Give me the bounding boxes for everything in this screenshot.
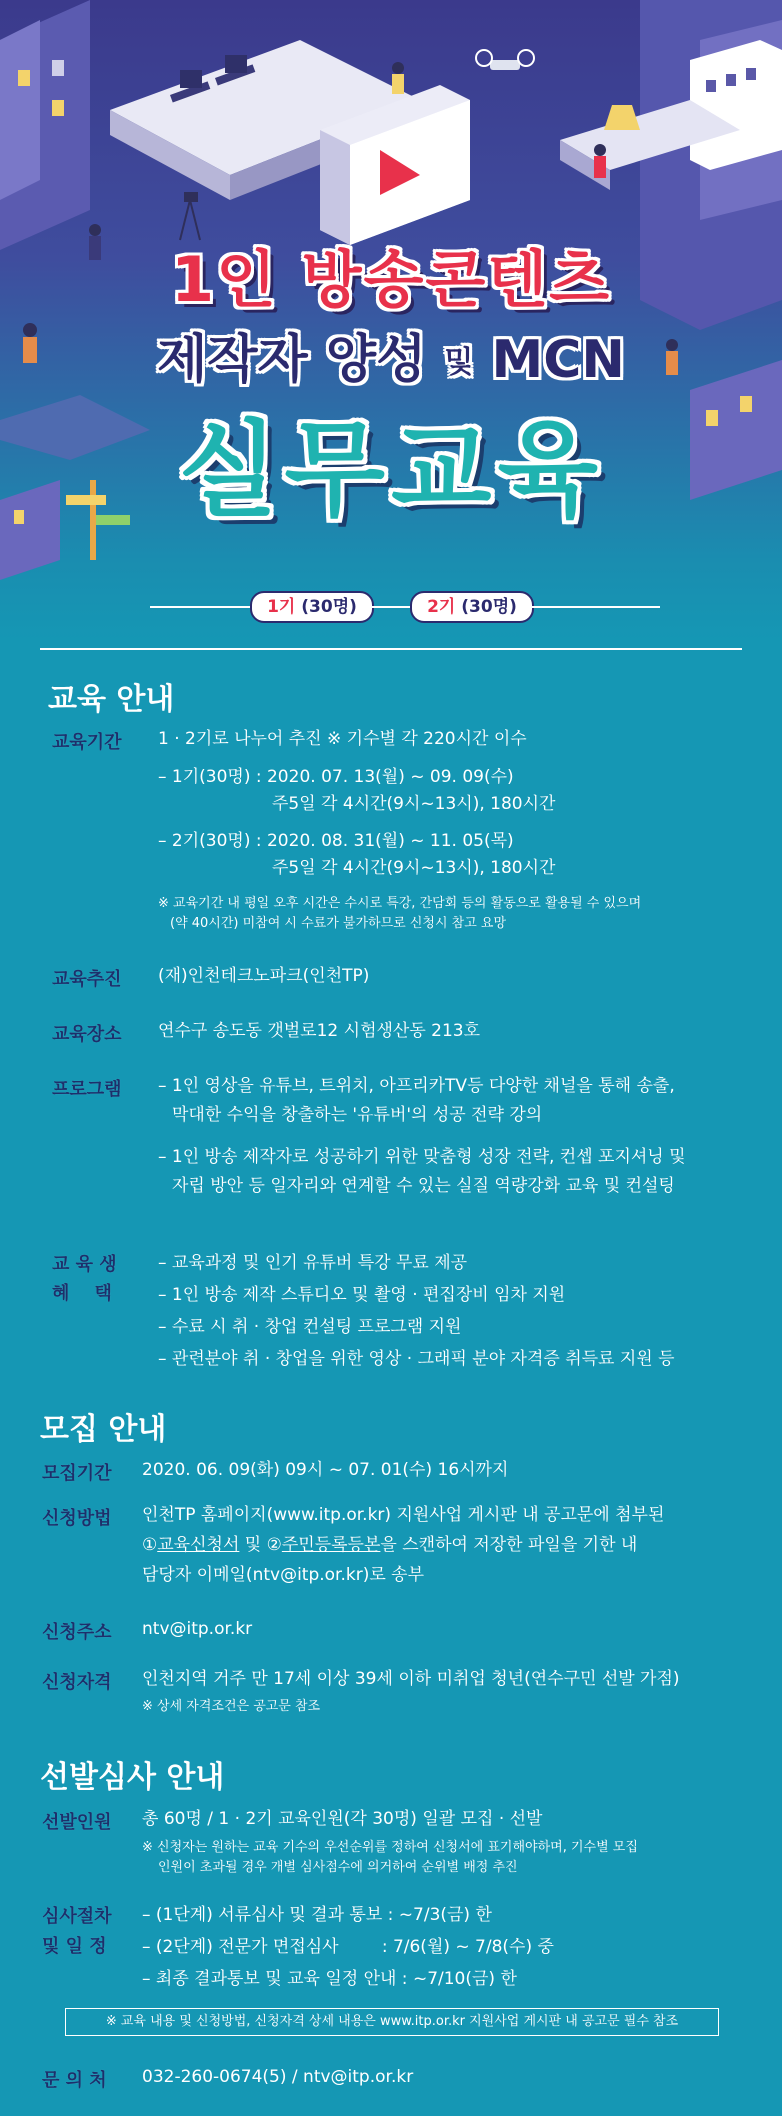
recruit-method-2c: 및 ② [239, 1535, 282, 1555]
hero-illustration [0, 0, 782, 600]
recruit-addr-label: 신청주소 [42, 1622, 112, 1643]
title-line-2-c: MCN [491, 330, 625, 390]
edu-section-title: 교육 안내 [48, 682, 175, 717]
edu-period-line: 1 · 2기로 나누어 추진 ※ 기수별 각 220시간 이수 [158, 729, 527, 749]
edu-period-note1: ※ 교육기간 내 평일 오후 시간은 수시로 특강, 간담회 등의 활동으로 활용될 수 있으며 [158, 896, 642, 911]
recruit-method-2 [142, 1533, 637, 1558]
cohort-divider-right [530, 606, 660, 608]
recruit-addr-value[interactable]: ntv@itp.or.kr [142, 1619, 253, 1639]
edu-program-1b: 막대한 수익을 창출하는 '유튜버'의 성공 전략 강의 [172, 1105, 543, 1125]
cohort-2-pill [410, 591, 534, 623]
select-count-label: 선발인원 [42, 1812, 112, 1833]
edu-benefit-label-2: 혜 택 [52, 1283, 112, 1304]
edu-program-1a: – 1인 영상을 유튜브, 트위치, 아프리카TV등 다양한 채널을 통해 송출, [158, 1076, 675, 1096]
edu-cohort2-line2: 주5일 각 4시간(9시~13시), 180시간 [272, 858, 556, 878]
recruit-qual-value: 인천지역 거주 만 17세 이상 39세 이하 미취업 청년(연수구민 선발 가점) [142, 1669, 680, 1689]
edu-period-note2: (약 40시간) 미참여 시 수료가 불가하므로 신청시 참고 요망 [170, 916, 507, 931]
hero-title [0, 240, 782, 535]
section-divider [40, 648, 742, 650]
cohort-1-count: (30명) [301, 597, 357, 617]
select-proc-label-1: 심사절차 [42, 1906, 112, 1927]
recruit-period-value: 2020. 06. 09(화) 09시 ~ 07. 01(수) 16시까지 [142, 1460, 509, 1480]
title-line-3: 실무교육 [178, 409, 604, 531]
recruit-method-2e: 을 스캔하여 저장한 파일을 기한 내 [380, 1535, 638, 1555]
edu-cohort1-line1: – 1기(30명) : 2020. 07. 13(월) ~ 09. 09(수) [158, 767, 514, 787]
select-count-note1: ※ 신청자는 원하는 교육 기수의 우선순위를 정하여 신청서에 표기해야하며, 기수별 모집 [142, 1840, 638, 1855]
edu-cohort1-line2: 주5일 각 4시간(9시~13시), 180시간 [272, 794, 556, 814]
cohort-divider-left [150, 606, 250, 608]
recruit-section-title: 모집 안내 [40, 1412, 167, 1447]
recruit-period-label: 모집기간 [42, 1463, 112, 1484]
recruit-qual-label: 신청자격 [42, 1672, 112, 1693]
edu-program-label: 프로그램 [52, 1079, 122, 1100]
edu-benefit-2: – 1인 방송 제작 스튜디오 및 촬영 · 편집장비 임차 지원 [158, 1285, 566, 1305]
edu-org-value: (재)인천테크노파크(인천TP) [158, 966, 370, 986]
select-proc-label-2: 및 일 정 [42, 1936, 107, 1957]
title-line-2-a: 제작자 양성 [157, 330, 427, 390]
title-line-1: 1인 방송콘텐츠 [170, 243, 612, 316]
edu-program-2a: – 1인 방송 제작자로 성공하기 위한 맞춤형 성장 전략, 컨셉 포지셔닝 및 [158, 1147, 686, 1167]
cohort-1-label: 1기 [267, 597, 296, 617]
select-proc-2: – (2단계) 전문가 면접심사 : 7/6(월) ~ 7/8(수) 중 [142, 1937, 554, 1957]
cohort-2-count: (30명) [461, 597, 517, 617]
edu-place-value: 연수구 송도동 갯벌로12 시험생산동 213호 [158, 1021, 481, 1041]
select-count-note2: 인원이 초과될 경우 개별 심사점수에 의거하여 순위별 배정 추진 [158, 1860, 518, 1875]
select-proc-1: – (1단계) 서류심사 및 결과 통보 : ~7/3(금) 한 [142, 1905, 492, 1925]
title-line-2-b: 및 [444, 345, 474, 380]
application-form-link: 교육신청서 [157, 1535, 240, 1555]
recruit-method-2a: ① [142, 1535, 158, 1555]
recruit-qual-note: ※ 상세 자격조건은 공고문 참조 [142, 1699, 321, 1714]
edu-program-2b: 자립 방안 등 일자리와 연계할 수 있는 실질 역량강화 교육 및 컨설팅 [172, 1176, 675, 1196]
select-section-title: 선발심사 안내 [40, 1760, 225, 1795]
edu-benefit-1: – 교육과정 및 인기 유튜버 특강 무료 제공 [158, 1253, 468, 1273]
cohort-divider-mid [370, 606, 410, 608]
cohort-1-pill [250, 591, 374, 623]
edu-org-label: 교육추진 [52, 969, 122, 990]
cohort-2-label: 2기 [427, 597, 456, 617]
contact-label: 문 의 처 [42, 2070, 107, 2091]
select-count-value: 총 60명 / 1 · 2기 교육인원(각 30명) 일괄 모집 · 선발 [142, 1809, 543, 1829]
edu-benefit-3: – 수료 시 취 · 창업 컨설팅 프로그램 지원 [158, 1317, 462, 1337]
resident-register-link: 주민등록등본 [281, 1535, 381, 1555]
recruit-method-3: 담당자 이메일(ntv@itp.or.kr)로 송부 [142, 1565, 425, 1585]
cohort-row [0, 591, 782, 621]
edu-benefit-4: – 관련분야 취 · 창업을 위한 영상 · 그래픽 분야 자격증 취득료 지원 등 [158, 1349, 675, 1369]
footnote-box: ※ 교육 내용 및 신청방법, 신청자격 상세 내용은 www.itp.or.kr 지원사업 게시판 내 공고문 필수 참조 [65, 2008, 719, 2036]
title-line-2 [0, 324, 782, 399]
edu-cohort2-line1: – 2기(30명) : 2020. 08. 31(월) ~ 11. 05(목) [158, 831, 514, 851]
edu-place-label: 교육장소 [52, 1024, 122, 1045]
recruit-method-1: 인천TP 홈페이지(www.itp.or.kr) 지원사업 게시판 내 공고문에 첨부된 [142, 1505, 665, 1525]
contact-value[interactable]: 032-260-0674(5) / ntv@itp.or.kr [142, 2067, 414, 2087]
select-proc-3: – 최종 결과통보 및 교육 일정 안내 : ~7/10(금) 한 [142, 1969, 517, 1989]
edu-period-label: 교육기간 [52, 732, 122, 753]
recruit-method-label: 신청방법 [42, 1508, 112, 1529]
edu-benefit-label-1: 교 육 생 [52, 1254, 117, 1275]
